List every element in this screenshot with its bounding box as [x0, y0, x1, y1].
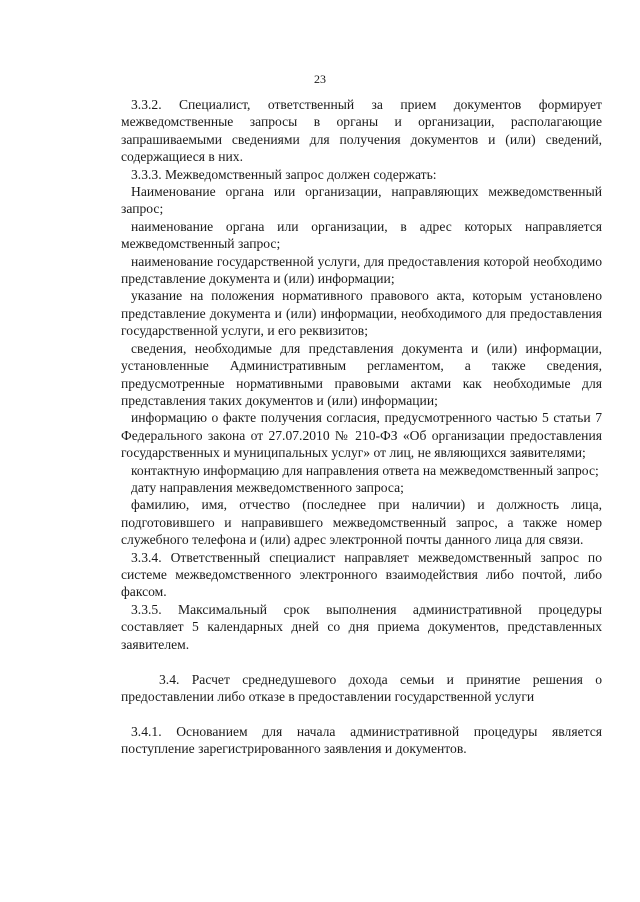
list-item-required-info: сведения, необходимые для представления документа и (или) информации, установленные Административным регламентом, а также сведения, предусмотренные нормативными правовыми актами как необходимые для представления таких документов и (или) информации; [121, 340, 602, 408]
list-item-contact-info: контактную информацию для направления ответа на межведомственный запрос; [131, 462, 599, 478]
paragraph-3-3-2: 3.3.2. Специалист, ответственный за прием документов формирует межведомственные запросы в органы и организации, располагающие запрашиваемыми сведениями для получения документов и (или) сведений, содержащиеся в них. [121, 97, 602, 165]
section-heading-3-4: 3.4. Расчет среднедушевого дохода семьи и принятие решения о предоставлении либо отказе в предоставлении государственной услуги [121, 672, 602, 705]
paragraph-3-3-3: 3.3.3. Межведомственный запрос должен содержать: [131, 166, 437, 182]
list-item-requesting-organ: Наименование органа или организации, направляющих межведомственный запрос; [121, 184, 602, 217]
list-item-receiving-organ: наименование органа или организации, в адрес которых направляется межведомственный запрос; [121, 218, 602, 252]
page-number: 23 [314, 72, 326, 86]
paragraph-3-3-5: 3.3.5. Максимальный срок выполнения административной процедуры составляет 5 календарных дней со дня приема документов, представленных заявителем. [121, 601, 602, 652]
list-item-responsible-person: фамилию, имя, отчество (последнее при наличии) и должность лица, подготовившего и направившего межведомственный запрос, а также номер служебного телефона и (или) адрес электронной почты данного лица для связи. [121, 497, 602, 548]
list-item-request-date: дату направления межведомственного запроса; [131, 479, 404, 495]
list-item-service-name: наименование государственной услуги, для предоставления которой необходимо представление документа и (или) информации; [121, 253, 602, 287]
list-item-consent-info: информацию о факте получения согласия, предусмотренного частью 5 статьи 7 Федерального закона от 27.07.2010 № 210-ФЗ «Об организации предоставления государственных и муниципальных услуг» от лиц, не являющихся заявителями; [121, 410, 602, 461]
list-item-legal-act: указание на положения нормативного правового акта, которым установлено представление документа и (или) информации, необходимого для предоставления государственной услуги, и его реквизитов; [121, 288, 602, 339]
paragraph-3-4-1: 3.4.1. Основанием для начала административной процедуры является поступление зарегистрированного заявления и документов. [121, 723, 602, 757]
document-body [121, 96, 602, 758]
paragraph-3-3-4: 3.3.4. Ответственный специалист направляет межведомственный запрос по системе межведомственного электронного взаимодействия либо почтой, либо факсом. [121, 549, 602, 600]
